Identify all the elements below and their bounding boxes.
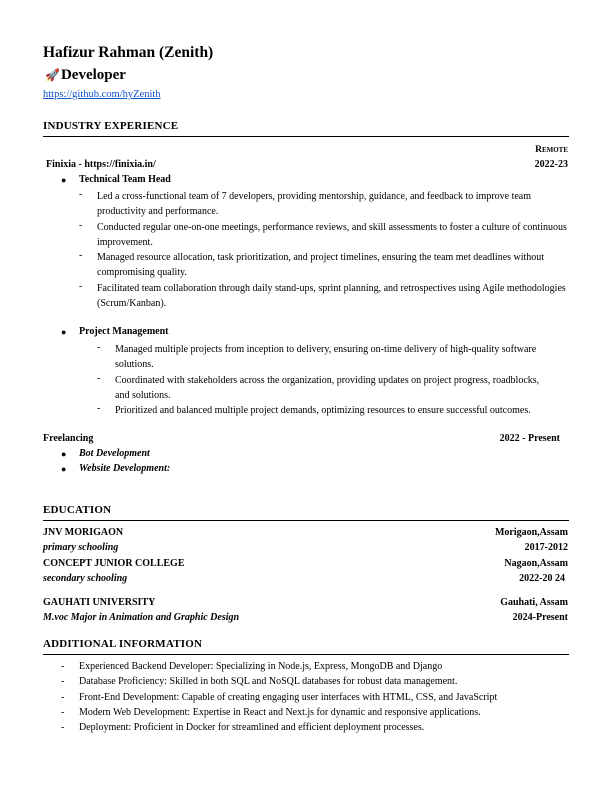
list-item: Managed resource allocation, task prioritization, and project timelines, ensuring the team met deadlines without compromising quality. — [97, 252, 545, 278]
school-name: JNV MORIGAON — [43, 527, 124, 538]
school-dates: 2017-2012 — [524, 542, 568, 553]
list-item: Front-End Development: Capable of creating engaging user interfaces with HTML, CSS, and JavaScript — [79, 692, 498, 703]
dash-marker: - — [61, 692, 65, 703]
school-dates: 2024-Present — [512, 612, 568, 623]
list-item: Conducted regular one-on-one meetings, performance reviews, and skill assessments to foster a culture of continuous improvement. — [97, 222, 567, 248]
dash-marker: - — [97, 342, 101, 353]
work-mode-label: Remote — [535, 145, 568, 155]
role-title — [45, 67, 126, 84]
school-name: GAUHATI UNIVERSITY — [43, 597, 156, 608]
list-item: Modern Web Development: Expertise in React and Next.js for dynamic and responsive applications. — [79, 707, 481, 718]
dash-marker: - — [79, 220, 83, 231]
dash-marker: - — [79, 281, 83, 292]
rocket-icon: 🚀 — [45, 68, 60, 82]
school-detail: secondary schooling — [43, 573, 128, 584]
section-divider — [43, 136, 569, 137]
dash-marker: - — [79, 189, 83, 200]
role-label: Developer — [60, 67, 126, 83]
school-dates: 2022-20 24 — [519, 573, 565, 584]
list-item: Bot Development — [79, 448, 150, 459]
school-detail: primary schooling — [43, 542, 119, 553]
section-heading-education: EDUCATION — [43, 504, 112, 516]
freelancing-title: Freelancing — [43, 433, 94, 444]
freelancing-dates: 2022 - Present — [499, 433, 560, 444]
dash-marker: - — [61, 676, 65, 687]
section-heading-additional: ADDITIONAL INFORMATION — [43, 638, 203, 650]
person-name: Hafizur Rahman (Zenith) — [43, 44, 214, 61]
company-name: Finixia - https://finixia.in/ — [46, 159, 156, 170]
school-detail: M.voc Major in Animation and Graphic Design — [43, 612, 240, 623]
dash-marker: - — [61, 707, 65, 718]
list-item: Experienced Backend Developer: Specializing in Node.js, Express, MongoDB and Django — [79, 661, 443, 672]
list-item: Deployment: Proficient in Docker for streamlined and efficient deployment processes. — [79, 722, 425, 733]
section-divider — [43, 654, 569, 655]
dash-marker: - — [61, 722, 65, 733]
section-divider — [43, 520, 569, 521]
list-item: Website Development: — [79, 463, 171, 474]
school-name: CONCEPT JUNIOR COLLEGE — [43, 558, 185, 569]
role-subtitle: Project Management — [79, 326, 169, 337]
bullet-icon: ● — [61, 175, 67, 185]
school-location: Morigaon,Assam — [494, 527, 568, 538]
list-item: Managed multiple projects from inception to delivery, ensuring on-time delivery of high-quality software solutions. — [115, 344, 537, 370]
list-item: Facilitated team collaboration through daily stand-ups, sprint planning, and retrospectives using Agile methodologies (Scrum/Kanban). — [97, 283, 566, 309]
list-item: Prioritized and balanced multiple project demands, optimizing resources to ensure successful outcomes. — [115, 405, 531, 416]
dash-marker: - — [97, 373, 101, 384]
list-item: Led a cross-functional team of 7 developers, providing mentorship, guidance, and feedback to improve team productivity and performance. — [97, 191, 532, 217]
dash-marker: - — [97, 403, 101, 414]
role-subtitle: Technical Team Head — [79, 174, 171, 185]
dash-marker: - — [79, 250, 83, 261]
list-item: Coordinated with stakeholders across the organization, providing updates on project progress, roadblocks, and solutions. — [115, 375, 540, 401]
section-heading-experience: INDUSTRY EXPERIENCE — [43, 120, 179, 132]
bullet-icon: ● — [61, 464, 67, 474]
school-location: Nagaon,Assam — [504, 558, 568, 569]
github-link[interactable]: https://github.com/hyZenith — [43, 89, 161, 100]
bullet-icon: ● — [61, 327, 67, 337]
company-dates: 2022-23 — [534, 159, 568, 170]
school-location: Gauhati, Assam — [500, 597, 568, 608]
dash-marker: - — [61, 661, 65, 672]
bullet-icon: ● — [61, 449, 67, 459]
list-item: Database Proficiency: Skilled in both SQL and NoSQL databases for robust data management. — [79, 676, 458, 687]
